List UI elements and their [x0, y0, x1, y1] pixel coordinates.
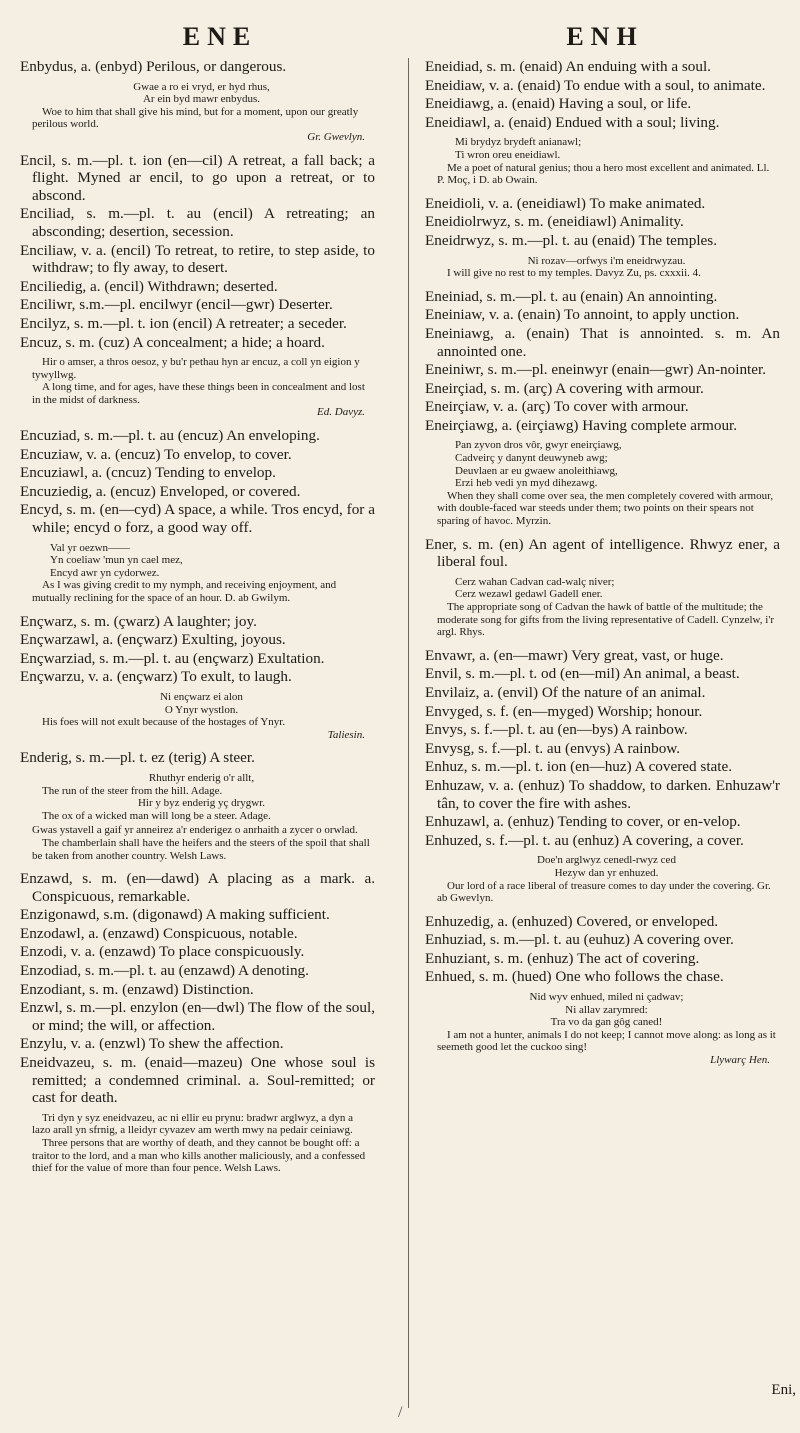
- dictionary-entry: Envys, s. f.—pl. t. au (en—bys) A rainbow.: [425, 721, 688, 739]
- citation-line: Rhuthyr enderig o'r allt,: [148, 771, 255, 784]
- dictionary-entry: Encilyz, s. m.—pl. t. ion (encil) A retreater; a seceder.: [20, 314, 347, 332]
- dictionary-entry: Enhuzaw, v. a. (enhuz) To shaddow, to darken. Enhuzaw'r tân, to cover the fire with ashes.: [425, 776, 780, 812]
- left-column: [20, 58, 375, 1413]
- dictionary-entry: Encuz, s. m. (cuz) A concealment; a hide; a hoard.: [20, 333, 325, 351]
- citation-block: [20, 356, 375, 419]
- dictionary-entry: Ençwarzu, v. a. (ençwarz) To exult, to laugh.: [20, 668, 292, 686]
- citation-line: A long time, and for ages, have these things been in concealment and lost in the midst of darkness.: [32, 381, 365, 406]
- citation-line: Ed. Davyz.: [317, 406, 365, 419]
- dictionary-entry: Envawr, a. (en—mawr) Very great, vast, or huge.: [425, 646, 724, 664]
- dictionary-entry: Envilaiz, a. (envil) Of the nature of an animal.: [425, 683, 706, 701]
- dictionary-entry: Eneidiad, s. m. (enaid) An enduing with a soul.: [425, 58, 711, 75]
- citation-line: Deuvlaen ar eu gwaew anoleithiawg,: [455, 464, 618, 477]
- citation-line: Tra vo da gan gôg caned!: [550, 1016, 663, 1029]
- dictionary-entry: Encuziedig, a. (encuz) Enveloped, or covered.: [20, 482, 301, 500]
- citation-line: Gwae a ro ei vryd, er hyd rhus,: [133, 80, 270, 93]
- citation-line: Doe'n arglwyz cenedl-rwyz ced: [537, 854, 676, 867]
- dictionary-entry: Enzodi, v. a. (enzawd) To place conspicuously.: [20, 943, 305, 961]
- citation-line: Pan zyvon dros vôr, gwyr eneirçiawg,: [455, 439, 622, 452]
- dictionary-entry: Enhuziant, s. m. (enhuz) The act of covering.: [425, 949, 700, 967]
- citation-line: Hir o amser, a thros oesoz, y bu'r pethau hyn ar encuz, a coll yn eigion y tywyllwg.: [32, 356, 360, 381]
- citation-line: Mi brydyz brydeft anianawl;: [455, 136, 582, 149]
- dictionary-entry: Ençwarz, s. m. (çwarz) A laughter; joy.: [20, 612, 257, 630]
- dictionary-entry: Eneirçiaw, v. a. (arç) To cover with armour.: [425, 398, 689, 416]
- column-divider: [408, 58, 409, 1408]
- running-head-left: ENE: [182, 22, 258, 51]
- citation-line: Tri dyn y syz eneidvazeu, ac ni ellir eu prynu: bradwr arglwyz, a dyn a lazo arall yn sfrnig, a lleidyr cyvazev am werth mwy na pedair ceiniawg.: [32, 1111, 353, 1137]
- citation-line: Cerz wezawl gedawl Gadell ener.: [455, 588, 603, 601]
- footer-mark: /: [398, 1404, 403, 1421]
- dictionary-entry: Enhued, s. m. (hued) One who follows the chase.: [425, 968, 724, 986]
- dictionary-entry: Eneidiawg, a. (enaid) Having a soul, or life.: [425, 95, 692, 113]
- dictionary-entry: Enhuz, s. m.—pl. t. ion (en—huz) A covered state.: [425, 758, 733, 776]
- citation-line: Ni rozav—orfwys i'm eneidrwyzau.: [527, 254, 686, 267]
- citation-block: [425, 854, 780, 904]
- dictionary-entry: Enzawd, s. m. (en—dawd) A placing as a mark. a. Conspicuous, remarkable.: [20, 870, 375, 905]
- citation-line: Nid wyv enhued, miled ni çadwav;: [529, 991, 684, 1004]
- dictionary-entry: Eneidvazeu, s. m. (enaid—mazeu) One whose soul is remitted; a condemned criminal. a. Soul-remitted; or cast for death.: [20, 1054, 375, 1107]
- citation-line: O Ynyr wystlon.: [164, 703, 239, 716]
- dictionary-entry: Encuziawl, a. (cncuz) Tending to envelop.: [20, 464, 276, 482]
- dictionary-entry: Enhuzed, s. f.—pl. t. au (enhuz) A covering, a cover.: [425, 831, 744, 849]
- citation-block: [425, 576, 780, 639]
- dictionary-entry: Enciliedig, a. (encil) Withdrawn; deserted.: [20, 277, 278, 295]
- citation-block: [425, 439, 780, 527]
- citation-line: Hir y byz enderig yç drygwr.: [137, 797, 266, 810]
- citation-line: Ti wron oreu eneidiawl.: [455, 148, 561, 161]
- citation-line: As I was giving credit to my nymph, and receiving enjoyment, and mutually reclining for the space of an hour. D. ab Gwilym.: [32, 579, 337, 604]
- citation-line: Me a poet of natural genius; thou a hero most excellent and animated. Ll. P. Moç, i D. ab Owain.: [437, 161, 770, 187]
- dictionary-entry: Enzodiant, s. m. (enzawd) Distinction.: [20, 980, 254, 998]
- citation-line: Cadveirç y danynt deuwyneb awg;: [455, 452, 608, 465]
- dictionary-entry: Encil, s. m.—pl. t. ion (en—cil) A retreat, a fall back; a flight. Myned ar encil, to go upon a retreat, or to abscond.: [20, 151, 375, 204]
- dictionary-entry: Ençwarzawl, a. (ençwarz) Exulting, joyous.: [20, 631, 286, 649]
- dictionary-entry: Encuziaw, v. a. (encuz) To envelop, to cover.: [20, 445, 292, 463]
- citation-block: [425, 255, 780, 280]
- dictionary-entry: Enhuzawl, a. (enhuz) Tending to cover, or en-velop.: [425, 813, 741, 831]
- citation-line: Yn coeliaw 'mun yn cael mez,: [50, 554, 183, 567]
- dictionary-entry: Eneidiawl, a. (enaid) Endued with a soul; living.: [425, 113, 720, 131]
- dictionary-entry: Enciliad, s. m.—pl. t. au (encil) A retreating; an absconding; desertion, secession.: [20, 205, 375, 240]
- dictionary-entry: Eneidioli, v. a. (eneidiawl) To make animated.: [425, 194, 706, 212]
- citation-block: [20, 542, 375, 605]
- dictionary-entry: Envil, s. m.—pl. t. od (en—mil) An animal, a beast.: [425, 665, 740, 683]
- dictionary-entry: Envysg, s. f.—pl. t. au (envys) A rainbow.: [425, 739, 681, 757]
- dictionary-entry: Eneidrwyz, s. m.—pl. t. au (enaid) The temples.: [425, 231, 718, 249]
- right-column: [425, 58, 780, 1413]
- citation-line: Three persons that are worthy of death, and they cannot be bought off: a traitor to the lord, and a man who kills another maliciously, and a confessed thief for the value of more than four pence. Welsh Laws.: [32, 1137, 366, 1175]
- citation-line: His foes will not exult because of the hostages of Ynyr.: [42, 716, 286, 729]
- dictionary-entry: Eneiniaw, v. a. (enain) To annoint, to apply unction.: [425, 306, 740, 324]
- dictionary-entry: Enhuzedig, a. (enhuzed) Covered, or enveloped.: [425, 912, 719, 930]
- citation-line: Cerz wahan Cadvan cad-walç niver;: [455, 575, 615, 588]
- citation-line: Erzi heb vedi yn myd dihezawg.: [455, 477, 598, 490]
- dictionary-entry: Enzylu, v. a. (enzwl) To shew the affection.: [20, 1035, 284, 1053]
- dictionary-entry: Enzigonawd, s.m. (digonawd) A making sufficient.: [20, 906, 330, 924]
- citation-block: [20, 81, 375, 144]
- dictionary-entry: Eneirçiawg, a. (eirçiawg) Having complete armour.: [425, 416, 738, 434]
- dictionary-entry: Ener, s. m. (en) An agent of intelligence. Rhwyz ener, a liberal foul.: [425, 535, 780, 571]
- dictionary-entry: Enbydus, a. (enbyd) Perilous, or dangerous.: [20, 58, 287, 75]
- citation-line: I am not a hunter, animals I do not keep; I cannot move along: as long as it seemeth good let the cuckoo sing!: [437, 1028, 776, 1054]
- dictionary-entry: Enzodawl, a. (enzawd) Conspicuous, notable.: [20, 924, 298, 942]
- dictionary-entry: Envyged, s. f. (en—myged) Worship; honour.: [425, 702, 703, 720]
- catchword: Eni,: [771, 1382, 796, 1398]
- dictionary-entry: Enzodiad, s. m.—pl. t. au (enzawd) A denoting.: [20, 962, 309, 980]
- citation-line: Ni allav zarymred:: [565, 1003, 648, 1016]
- citation-line: When they shall come over sea, the men completely covered with armour, with double-faced war steeds under them; two points on their spears not sparing of havoc. Myrzin.: [437, 489, 774, 528]
- citation-line: Gr. Gwevlyn.: [307, 130, 365, 143]
- citation-line: The run of the steer from the hill. Adage.: [42, 784, 223, 797]
- citation-block: [20, 691, 375, 741]
- dictionary-entry: Eneirçiad, s. m. (arç) A covering with armour.: [425, 379, 704, 397]
- dictionary-entry: Encyd, s. m. (en—cyd) A space, a while. Tros encyd, for a while; encyd o forz, a good way off.: [20, 501, 375, 537]
- citation-line: Our lord of a race liberal of treasure comes to day under the covering. Gr. ab Gwevlyn.: [437, 879, 771, 905]
- citation-line: Taliesin.: [327, 728, 365, 741]
- citation-line: Ar ein byd mawr enbydus.: [142, 93, 260, 106]
- dictionary-entry: Enciliwr, s.m.—pl. encilwyr (encil—gwr) Deserter.: [20, 296, 333, 314]
- citation-block: [20, 1112, 375, 1175]
- citation-line: Ni ençwarz ei alon: [160, 690, 243, 703]
- citation-block: [425, 991, 780, 1067]
- dictionary-entry: Ençwarziad, s. m.—pl. t. au (ençwarz) Exultation.: [20, 649, 325, 667]
- citation-line: Val yr oezwn——: [50, 541, 131, 554]
- citation-line: The ox of a wicked man will long be a steer. Adage.: [42, 809, 271, 822]
- dictionary-entry: Eneiniawg, a. (enain) That is annointed. s. m. An annointed one.: [425, 324, 780, 360]
- citation-line: Encyd awr yn cydorwez.: [50, 566, 160, 579]
- dictionary-entry: Eneiniad, s. m.—pl. t. au (enain) An annointing.: [425, 287, 718, 305]
- dictionary-entry: Enderig, s. m.—pl. t. ez (terig) A steer.: [20, 749, 255, 767]
- citation-line: The appropriate song of Cadvan the hawk of battle of the multitude; the moderate song for gifts from the living representative of Cadell. Cynzelw, i'r argl. Rhys.: [437, 601, 774, 639]
- dictionary-entry: Enciliaw, v. a. (encil) To retreat, to retire, to step aside, to withdraw; to fly away, to desert.: [20, 241, 375, 277]
- dictionary-entry: Eneiniwr, s. m.—pl. eneinwyr (enain—gwr) An-nointer.: [425, 361, 767, 379]
- dictionary-entry: Enzwl, s. m.—pl. enzylon (en—dwl) The flow of the soul, or mind; the will, or affection.: [20, 999, 375, 1034]
- dictionary-entry: Enhuziad, s. m.—pl. t. au (euhuz) A covering over.: [425, 931, 734, 949]
- citation-line: Hezyw dan yr enhuzed.: [554, 866, 659, 879]
- dictionary-entry: Eneidiaw, v. a. (enaid) To endue with a soul, to animate.: [425, 76, 766, 94]
- citation-line: The chamberlain shall have the heifers and the steers of the spoil that shall be taken from another country. Welsh Laws.: [32, 836, 370, 862]
- dictionary-entry: Encuziad, s. m.—pl. t. au (encuz) An enveloping.: [20, 427, 320, 445]
- citation-line: I will give no rest to my temples. Davyz Zu, ps. cxxxii. 4.: [447, 267, 701, 280]
- citation-block: [20, 772, 375, 862]
- citation-block: [425, 136, 780, 186]
- citation-line: Llywarç Hen.: [710, 1054, 770, 1067]
- running-head-right: ENH: [566, 22, 644, 51]
- citation-line: Gwas ystavell a gaif yr anneirez a'r enderigez o anrhaith a zycer o orwlad.: [32, 824, 358, 837]
- citation-line: Woe to him that shall give his mind, but for a moment, upon our greatly perilous world.: [32, 105, 359, 131]
- dictionary-entry: Eneidiolrwyz, s. m. (eneidiawl) Animality.: [425, 213, 684, 231]
